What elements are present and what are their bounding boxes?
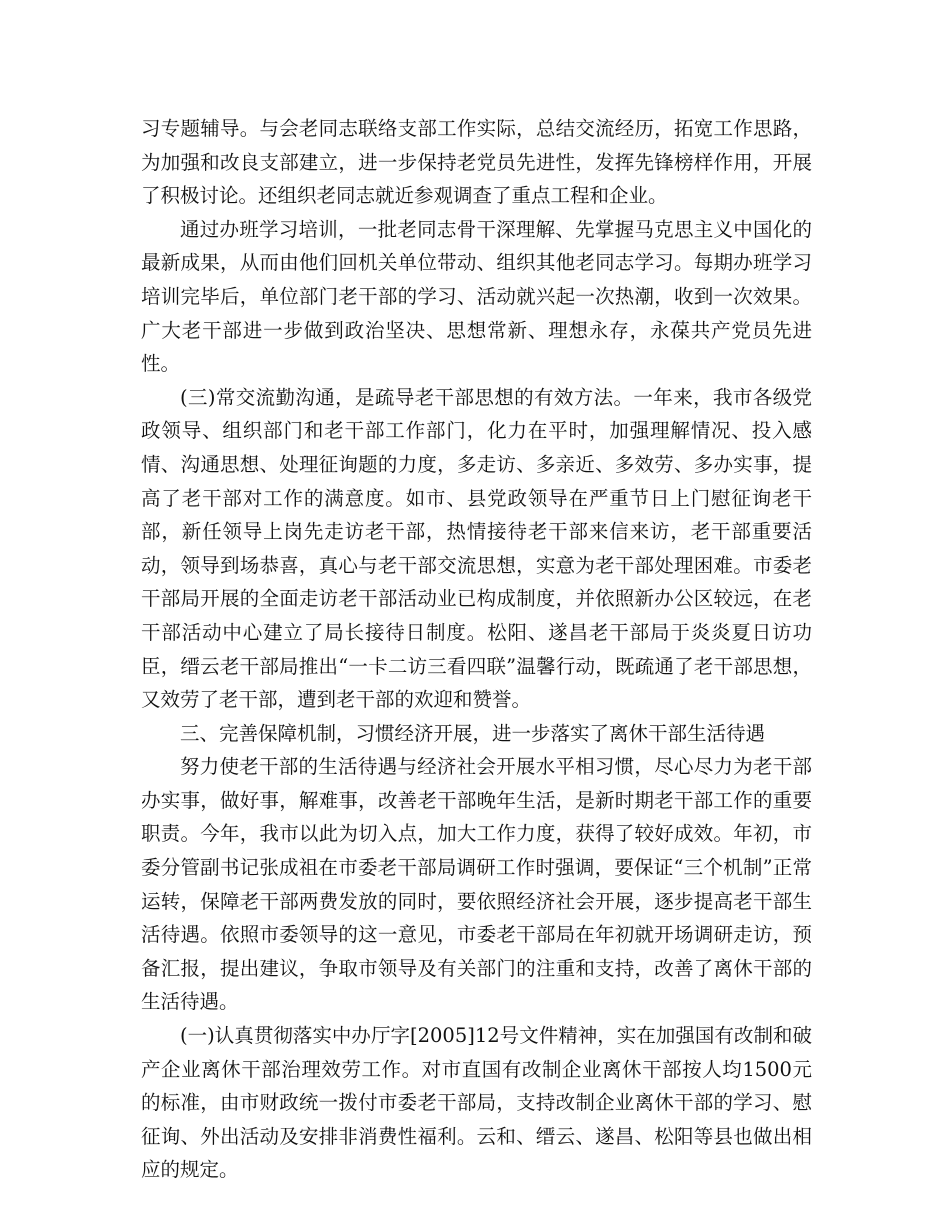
- paragraph-living-treatment: 努力使老干部的生活待遇与经济社会开展水平相习惯，尽心尽力为老干部办实事，做好事，解难事，改善老干部晚年生活，是新时期老干部工作的重要职责。今年，我市以此为切入点，加大工作力度，获得了较好成效。年初，市委分管副书记张成祖在市委老干部局调研工作时强调，要保证“三个机制”正常运转，保障老干部两费发放的同时，要依照经济社会开展，逐步提高老干部生活待遇。依照市委领导的这一意见，市委老干部局在年初就开场调研走访，预备汇报，提出建议，争取市领导及有关部门的注重和支持，改善了离休干部的生活待遇。: [141, 755, 812, 1014]
- paragraph-document-implementation: (一)认真贯彻落实中办厅字[2005]12号文件精神，实在加强国有改制和破产企业离休干部治理效劳工作。对市直国有改制企业离休干部按人均1500元的标准，由市财政统一拨付市委老干部局，支持改制企业离休干部的学习、慰征询、外出活动及安排非消费性福利。云和、缙云、遂昌、松阳等县也做出相应的规定。: [141, 1024, 812, 1182]
- paragraph-study-tutoring: 习专题辅导。与会老同志联络支部工作实际，总结交流经历，拓宽工作思路，为加强和改良支部建立，进一步保持老党员先进性，发挥先锋榜样作用，开展了积极讨论。还组织老同志就近参观调查了重点工程和企业。: [141, 117, 812, 208]
- section-heading-three: 三、完善保障机制，习惯经济开展，进一步落实了离休干部生活待遇: [180, 721, 766, 745]
- paragraph-communication: (三)常交流勤沟通，是疏导老干部思想的有效方法。一年来，我市各级党政领导、组织部门和老干部工作部门，化力在平时，加强理解情况、投入感情、沟通思想、处理征询题的力度，多走访、多亲近、多效劳、多办实事，提高了老干部对工作的满意度。如市、县党政领导在严重节日上门慰征询老干部，新任领导上岗先走访老干部，热情接待老干部来信来访，老干部重要活动，领导到场恭喜，真心与老干部交流思想，实意为老干部处理困难。市委老干部局开展的全面走访老干部活动业已构成制度，并依照新办公区较远，在老干部活动中心建立了局长接待日制度。松阳、遂昌老干部局于炎炎夏日访功臣，缙云老干部局推出“一卡二访三看四联”温馨行动，既疏通了老干部思想，又效劳了老干部，遭到老干部的欢迎和赞誉。: [141, 385, 812, 712]
- document-page: [141, 112, 812, 1187]
- paragraph-training-results: 通过办班学习培训，一批老同志骨干深理解、先掌握马克思主义中国化的最新成果，从而由他们回机关单位带动、组织其他老同志学习。每期办班学习培训完毕后，单位部门老干部的学习、活动就兴起一次热潮，收到一次效果。广大老干部进一步做到政治坚决、思想常新、理想永存，永葆共产党员先进性。: [141, 217, 812, 376]
